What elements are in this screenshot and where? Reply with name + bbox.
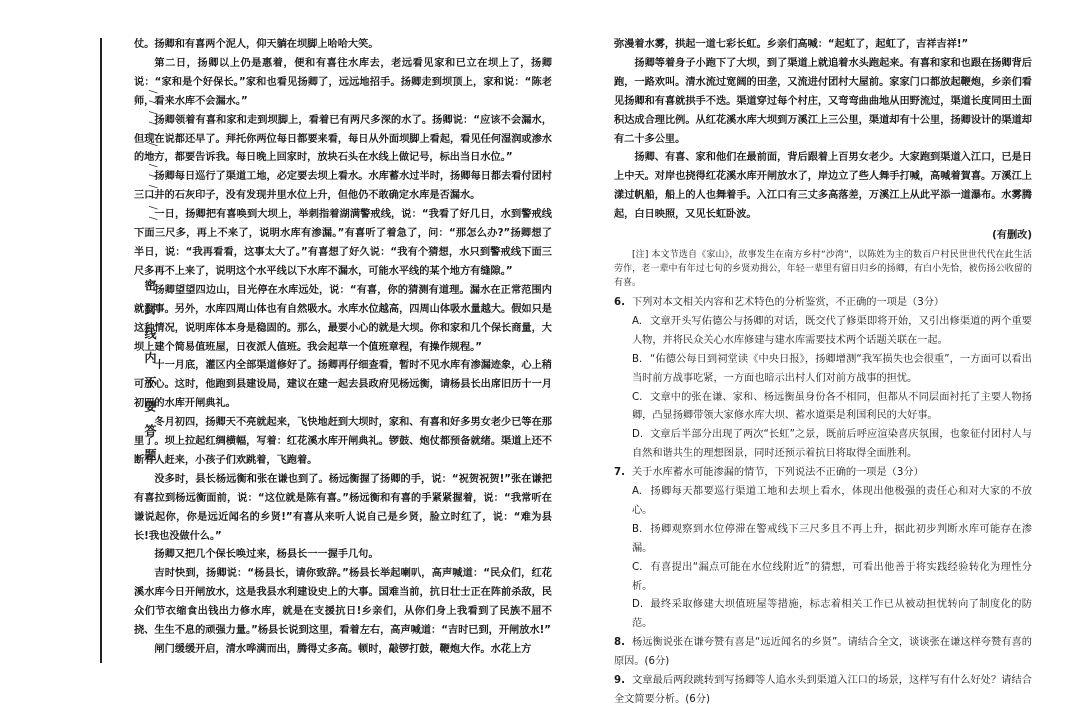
option-letter: D. xyxy=(632,429,644,441)
option-letter: B. xyxy=(632,353,643,365)
option-text: 扬卿每天都要巡行渠道工地和去坝上看水，体现出他极强的责任心和对大家的不放心。 xyxy=(632,486,1032,516)
story-paragraph: 十一月底，灌区内全部渠道修好了。扬卿再仔细查看，暂时不见水库有渗漏迹象，心上稍可放心。这时，他跑到县建设局，建议在建一起去县政府见杨远衡，请杨县长出席旧历十一月初四的水库开闸典礼。 xyxy=(134,360,552,410)
option-letter: C. xyxy=(632,391,643,403)
option-text: 文章中的张在谦、家和、杨远衡虽身份各不相同，但都从不同层面衬托了主要人物扬卿，凸显扬卿带领大家修水库大坝、蓄水道渠是利国利民的大好事。 xyxy=(632,391,1032,422)
binding-line xyxy=(100,38,102,663)
question-6 xyxy=(614,294,1032,464)
option-letter: A. xyxy=(632,315,643,327)
left-column xyxy=(134,36,552,660)
question-stem: 杨远衡说张在谦夸赞有喜是“远近闻名的乡贤”。请结合全文，谈谈张在谦这样夸赞有喜的原因。(6分) xyxy=(614,637,1032,668)
option-letter: D. xyxy=(632,599,644,611)
option-text: “佑德公每日到祠堂读《中央日报》，扬卿增测“我军损失也会很重”，一方面可以看出当时前方战事吃紧，一方面也暗示出村人们对前方战事的担忧。 xyxy=(632,353,1032,384)
question-stem: 关于水库蓄水可能渗漏的情节，下列说法不正确的一项是（3分） xyxy=(632,467,924,479)
story-paragraph: 仗。扬卿和有喜两个泥人，仰天躺在坝脚上哈哈大笑。 xyxy=(134,39,379,50)
question-number: 6. xyxy=(614,296,625,308)
story-paragraph: 扬卿又把几个保长唤过来，杨县长一一握手几句。 xyxy=(154,549,379,561)
story-paragraph: 扬卿望望四边山，目光停在水库远处，说：“有喜，你的猜测有道理。漏水在正常范围内就没事。另外，水库四周山体也有自然吸水。水库水位越高，四周山体吸水量越大。假如只是这种情况，说明库体本身是稳固的。那么，最要小心的就是大坝。你和家和几个保长商量，大坝上建个简易值班屋，日夜派人值班。我会起草一个值班章程，有操作规程。” xyxy=(134,284,552,353)
binding-margin xyxy=(60,10,158,660)
option-text: 最终采取修建大坝值班屋等措施，标志着相关工作已从被动担忧转向了制度化的防范。 xyxy=(632,599,1032,630)
question-8 xyxy=(614,634,1032,672)
story-paragraph: 扬卿、有喜、家和他们在最前面，背后跟着上百男女老少。大家跑到渠道入江口，已是日上中天。对岸也挠得红花溪水库开闸放水了，岸边立了些人舞手打喊，高喊着賀喜。万溪江上漾过帆船，船上的人也舞着手。入江口有三丈多高落差，万溪江上从此平添一道瀑布。水雾腾起，白日映照，又见长虹卧波。 xyxy=(614,152,1032,221)
story-paragraph: 一日，扬卿把有喜唤到大坝上，举刺指着湖满警戒线，说：“我看了好几日，水到警戒线下面三尺多，再上不来了，说明水库有渗漏。”有喜听了着急了，问：“那怎么办?”扬卿想了半日，说：“我再看看，这事太大了。”有喜想了好久说：“我有个猜想，水只到警戒线下面三尺多再不上来了，说明这个水平线以下水库不漏水，可能水平线的某个地方有缝隙。” xyxy=(134,209,552,277)
question-number: 9. xyxy=(614,675,625,687)
story-paragraph: 扬卿每日巡行了渠道工地，必定要去坝上看水。水库蓄水过半时，扬卿每日都去看付团村三口井的石灰印子，没有发现井里水位上升，但他仍不敢确定水库是否漏水。 xyxy=(134,171,552,202)
right-column xyxy=(614,36,1032,710)
option-text: 文章后半部分出现了两次“长虹”之景，既前后呼应渲染喜庆氛围，也象征付团村人与自然和谐共生的理想图景，同时还预示着抗日将取得全面胜利。 xyxy=(632,429,1032,460)
binding-slashes-top: / / / / / / / / / / / / / xyxy=(147,90,158,222)
seal-line-notice: 密 封 线 内 不 要 答 题 xyxy=(142,275,159,468)
story-paragraph: 扬卿等着身子小跑下了大坝，到了渠道上就追着水头跑起来。有喜和家和也跟在扬卿背后跑，一路欢叫。清水流过宽阔的田垄，又流进付团村大屋前。家家门口都放起鞭炮，乡亲们看见扬卿和有喜就拱手不迭。渠道穿过每个村庄，又弯弯曲曲地从田野流过，渠道长度同田土面积达成合理比例。从红花溪水库大坝到万溪江上三公里，渠道却有十公里，扬卿设计的渠道却有二十多公里。 xyxy=(614,57,1032,145)
option-text: 扬卿观察到水位停滞在警戒线下三尺多且不再上升，据此初步判断水库可能存在渗漏。 xyxy=(632,523,1032,554)
story-continuation xyxy=(614,36,1032,225)
question-number: 7. xyxy=(614,467,625,479)
story-paragraph: 吉时快到，扬卿说：“杨县长，请你致辞。”杨县长举起喇叭，高声喊道：“民众们，红花溪水库今日开闸放水，这是我县水利建设史上的大事。国难当前，抗日壮士正在阵前杀敌，民众们节衣缩食出钱出力修水库，就是在支援抗日!乡亲们，从你们身上我看到了民族不屈不挠、生生不息的顽强力量。”杨县长说到这里，看着左右，高声喊道：“吉时已到，开闸放水!” xyxy=(134,568,552,637)
option-letter: A. xyxy=(632,486,643,498)
option-text: 有喜提出“漏点可能在水位线附近”的猜想，可看出他善于将实践经验转化为理性分析。 xyxy=(632,561,1032,592)
question-stem: 下列对本文相关内容和艺术特色的分析鉴赏，不正确的一项是（3分） xyxy=(632,296,945,308)
story-paragraph: 扬卿领着有喜和家和走到坝脚上，看着已有两尺多深的水了。扬卿说：“应该不会漏水，但现在说都还早了。拜托你两位每日都要来看，每日从外面坝脚上看起，看见任何湿润或渗水的地方，都要告诉我。每日晚上回家时，放块石头在水线上做记号，标出当日水位。” xyxy=(134,114,552,164)
story-paragraph: 没多时，县长杨远衡和张在谦也到了。杨远衡握了扬卿的手，说：“祝贺祝贺!”张在谦把有喜拉到杨远衡面前，说：“这位就是陈有喜。”杨远衡和有喜的手紧紧握着，说：“我常听在谦说起你，你是远近闻名的乡贤!”有喜从来听人说自己是乡贤，脸立时红了，说：“难为县长!我也没做什么。” xyxy=(134,473,552,542)
question-stem: 文章最后两段跳转到写扬卿等人追水头到渠道入江口的场景，这样写有什么好处？请结合全文简要分析。(6分) xyxy=(614,675,1032,705)
question-number: 8. xyxy=(614,637,625,649)
question-7 xyxy=(614,464,1032,634)
story-paragraph: 闸门缓缓开启，清水哗满而出，腾得丈多高。顿时，敲锣打鼓，鞭炮大作。水花上方 xyxy=(154,644,532,655)
question-9 xyxy=(614,672,1032,710)
story-paragraph: 第二日，扬卿以上仍是惠着，便和有喜往水库去，老远看见家和已立在坝上了，扬卿说：“家和是个好保长。”家和也看见扬卿了，远远地招手。扬卿走到坝顶上，家和说：“陈老师，看来水库不会漏水。” xyxy=(134,57,552,107)
option-text: 文章开头写佑德公与扬卿的对话，既交代了修渠即将开始，又引出修渠道的两个重要人物，并将民众关心水库修建与建水库需要技术两个话题关联在一起。 xyxy=(632,315,1032,346)
story-paragraph: 弥漫着水雾，拱起一道七彩长虹。乡亲们高喊：“起虹了，起虹了，吉祥吉祥!” xyxy=(614,39,969,50)
annotation-note: [注] 本文节选自《家山》，故事发生在南方乡村“沙湾”，以陈姓为主的数百户村民世世代代在此生活劳作，老一辈中有年过七旬的乡贤劝揖公，年轻一辈里有留日归乡的扬卿，有白小先恰，被伤扬公收留的有喜。 xyxy=(614,249,1032,288)
option-letter: C. xyxy=(632,561,643,573)
option-letter: B. xyxy=(632,523,643,535)
source-note: (有删改) xyxy=(992,230,1032,242)
story-paragraph: 冬月初四，扬卿天不亮就起来，飞快地赶到大坝时，家和、有喜和好多男女老少已等在那里了。坝上拉起红绸横幅，写着：红花溪水库开闸典礼。锣鼓、炮仗都预备就绪。渠道上还不断有人赶来，小孩子们欢跳着，飞跑着。 xyxy=(134,417,552,466)
